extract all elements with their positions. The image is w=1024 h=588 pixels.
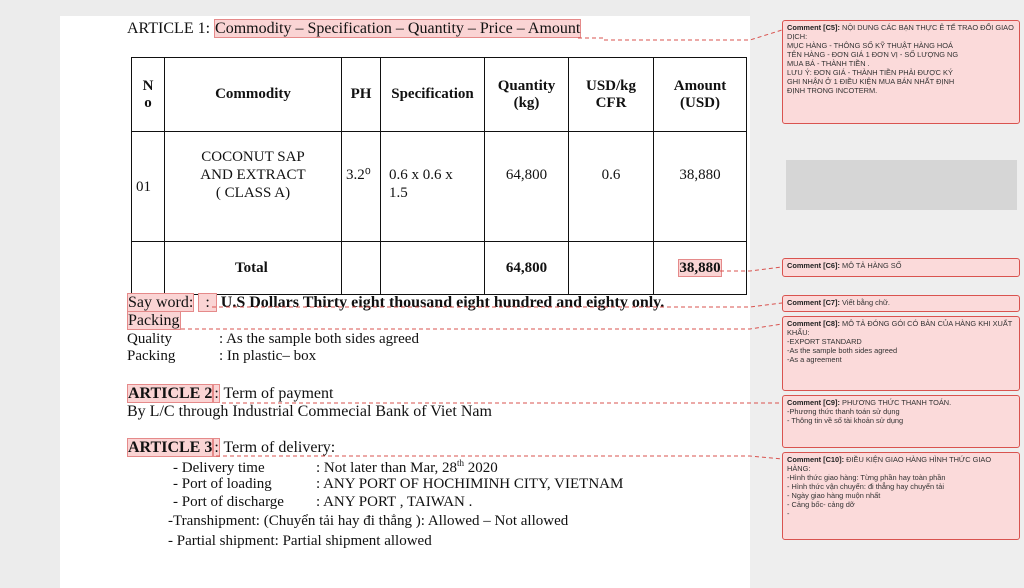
- header-specification: Specification: [381, 58, 485, 132]
- packing-label: Packing: [127, 348, 176, 364]
- article-1-heading: [127, 20, 581, 38]
- cell-ph: 3.2⁰: [342, 132, 381, 242]
- comment-c6[interactable]: [782, 258, 1020, 277]
- article-2-label[interactable]: ARTICLE 2: [128, 385, 213, 402]
- comment-c5[interactable]: [782, 20, 1020, 124]
- cell-total-spec: [381, 242, 485, 295]
- cell-total-ph: [342, 242, 381, 295]
- quality-value: : As the sample both sides agreed: [219, 331, 419, 347]
- cell-total-label: Total: [165, 242, 342, 295]
- cell-price: 0.6: [569, 132, 654, 242]
- cell-specification: 0.6 x 0.6 x 1.5: [381, 132, 485, 242]
- say-word-colon[interactable]: :: [198, 293, 216, 312]
- comment-c10[interactable]: [782, 452, 1020, 540]
- article-1-label: ARTICLE 1: [127, 20, 206, 37]
- header-price: USD/kg CFR: [569, 58, 654, 132]
- article-2-colon[interactable]: :: [214, 385, 219, 402]
- article-3-colon[interactable]: :: [214, 439, 219, 456]
- delivery-time-sup: th: [457, 458, 465, 468]
- comment-c9-id: Comment [C9]:: [787, 398, 840, 407]
- comment-c8-id: Comment [C8]:: [787, 319, 840, 328]
- cell-total-price: [569, 242, 654, 295]
- packing-value: : In plastic– box: [219, 348, 317, 364]
- header-commodity: Commodity: [165, 58, 342, 132]
- comment-c9[interactable]: [782, 395, 1020, 448]
- cell-commodity: COCONUT SAP AND EXTRACT ( CLASS A): [165, 132, 342, 242]
- comment-c8[interactable]: [782, 316, 1020, 391]
- commodity-table: [131, 57, 747, 295]
- transhipment-line: -Transhipment: (Chuyển tải hay đi thẳng ): Allowed – Not allowed: [168, 513, 569, 529]
- cell-total-no: [132, 242, 165, 295]
- delivery-time-tail: 2020: [464, 460, 498, 476]
- cell-total-amount-wrap: [654, 242, 747, 295]
- header-no: N o: [132, 58, 165, 132]
- header-ph: PH: [342, 58, 381, 132]
- comment-c8-text: MÔ TẢ ĐÓNG GÓI CÓ BẢN CỦA HÀNG KHI XUẤT KHẨU: -EXPORT STANDARD -As the sample both sides agreed -As a agreement: [787, 319, 1013, 364]
- article-3-label[interactable]: ARTICLE 3: [128, 439, 213, 456]
- article-2-title: Term of payment: [223, 385, 334, 402]
- port-discharge-value: : ANY PORT , TAIWAN .: [316, 494, 473, 510]
- packing-line: [127, 348, 316, 365]
- say-word-text: U.S Dollars Thirty eight thousand eight hundred and eighty only.: [220, 294, 665, 311]
- delivery-time-label: - Delivery time: [173, 460, 265, 476]
- cell-total-amount[interactable]: 38,880: [679, 260, 721, 276]
- comment-c6-text: MÔ TẢ HÀNG SỐ: [842, 261, 902, 270]
- table-total-row: [132, 242, 747, 295]
- table-header-row: [132, 58, 747, 132]
- quality-label: Quality: [127, 331, 172, 347]
- comment-c7[interactable]: [782, 295, 1020, 312]
- comment-c5-text: NỘI DUNG CÁC BẠN THỰC Ê TẾ TRAO ĐỔI GIAO DỊCH: MỤC HÀNG - THÔNG SỐ KỸ THUẬT HÀNG HOÁ TÊN HÀNG - ĐƠN GIÁ 1 ĐƠN VỊ - SỐ LƯỢNG NG MUA BÁ - THÀNH TIỀN . LƯU Ý: ĐƠN GIÁ - THÀNH TIỀN PHẢI ĐƯỢC KÝ GHI NHẬN Ở 1 ĐIỀU KIỆN MUA BÁN NHẤT ĐỊNH ĐỊNH TRONG INCOTERM.: [787, 23, 1014, 95]
- delivery-time-value: : Not later than Mar, 28: [316, 460, 458, 476]
- article-3-title: Term of delivery:: [223, 439, 336, 456]
- cell-total-quantity: 64,800: [485, 242, 569, 295]
- article-1-title[interactable]: Commodity – Specification – Quantity – Price – Amount: [215, 20, 581, 37]
- cell-quantity: 64,800: [485, 132, 569, 242]
- comment-c10-text: ĐIỀU KIỆN GIAO HÀNG HÌNH THỨC GIAO HÀNG: -Hình thức giao hàng: Từng phần hay toàn phần - Hình thức vận chuyển: đi thẳng hay chuyển tải - Ngày giao hàng muộn nhất - Cảng bốc- cảng dỡ -: [787, 455, 992, 518]
- packing-heading[interactable]: Packing: [128, 312, 180, 329]
- delivery-item: [173, 494, 472, 511]
- port-discharge-label: - Port of discharge: [173, 494, 284, 510]
- quality-line: [127, 331, 419, 348]
- header-quantity: Quantity (kg): [485, 58, 569, 132]
- comment-c9-text: PHƯƠNG THỨC THANH TOÁN. -Phương thức thanh toán sử dụng - Thông tin về số tài khoản sử dụng: [787, 398, 952, 425]
- cell-amount: 38,880: [654, 132, 747, 242]
- header-amount: Amount (USD): [654, 58, 747, 132]
- article-2-heading: [127, 385, 333, 403]
- port-loading-label: - Port of loading: [173, 476, 272, 492]
- comment-c6-id: Comment [C6]:: [787, 261, 840, 270]
- comment-c7-text: Viết bằng chữ.: [842, 298, 890, 307]
- table-row: [132, 132, 747, 242]
- port-loading-value: : ANY PORT OF HOCHIMINH CITY, VIETNAM: [316, 476, 624, 492]
- cell-no: 01: [132, 132, 165, 242]
- packing-heading-line: [127, 312, 181, 330]
- article-3-heading: [127, 439, 335, 457]
- say-word-label[interactable]: Say word:: [128, 294, 194, 311]
- article-2-text: By L/C through Industrial Commecial Bank of Viet Nam: [127, 403, 492, 420]
- article-1-colon: :: [205, 20, 211, 37]
- comment-c5-id: Comment [C5]:: [787, 23, 840, 32]
- delivery-item: [173, 458, 498, 477]
- comment-c10-id: Comment [C10]:: [787, 455, 845, 464]
- comment-placeholder: [786, 160, 1017, 210]
- comment-c7-id: Comment [C7]:: [787, 298, 840, 307]
- delivery-item: [173, 476, 623, 493]
- partial-shipment-line: - Partial shipment: Partial shipment allowed: [168, 533, 432, 549]
- say-word-line: [127, 294, 664, 312]
